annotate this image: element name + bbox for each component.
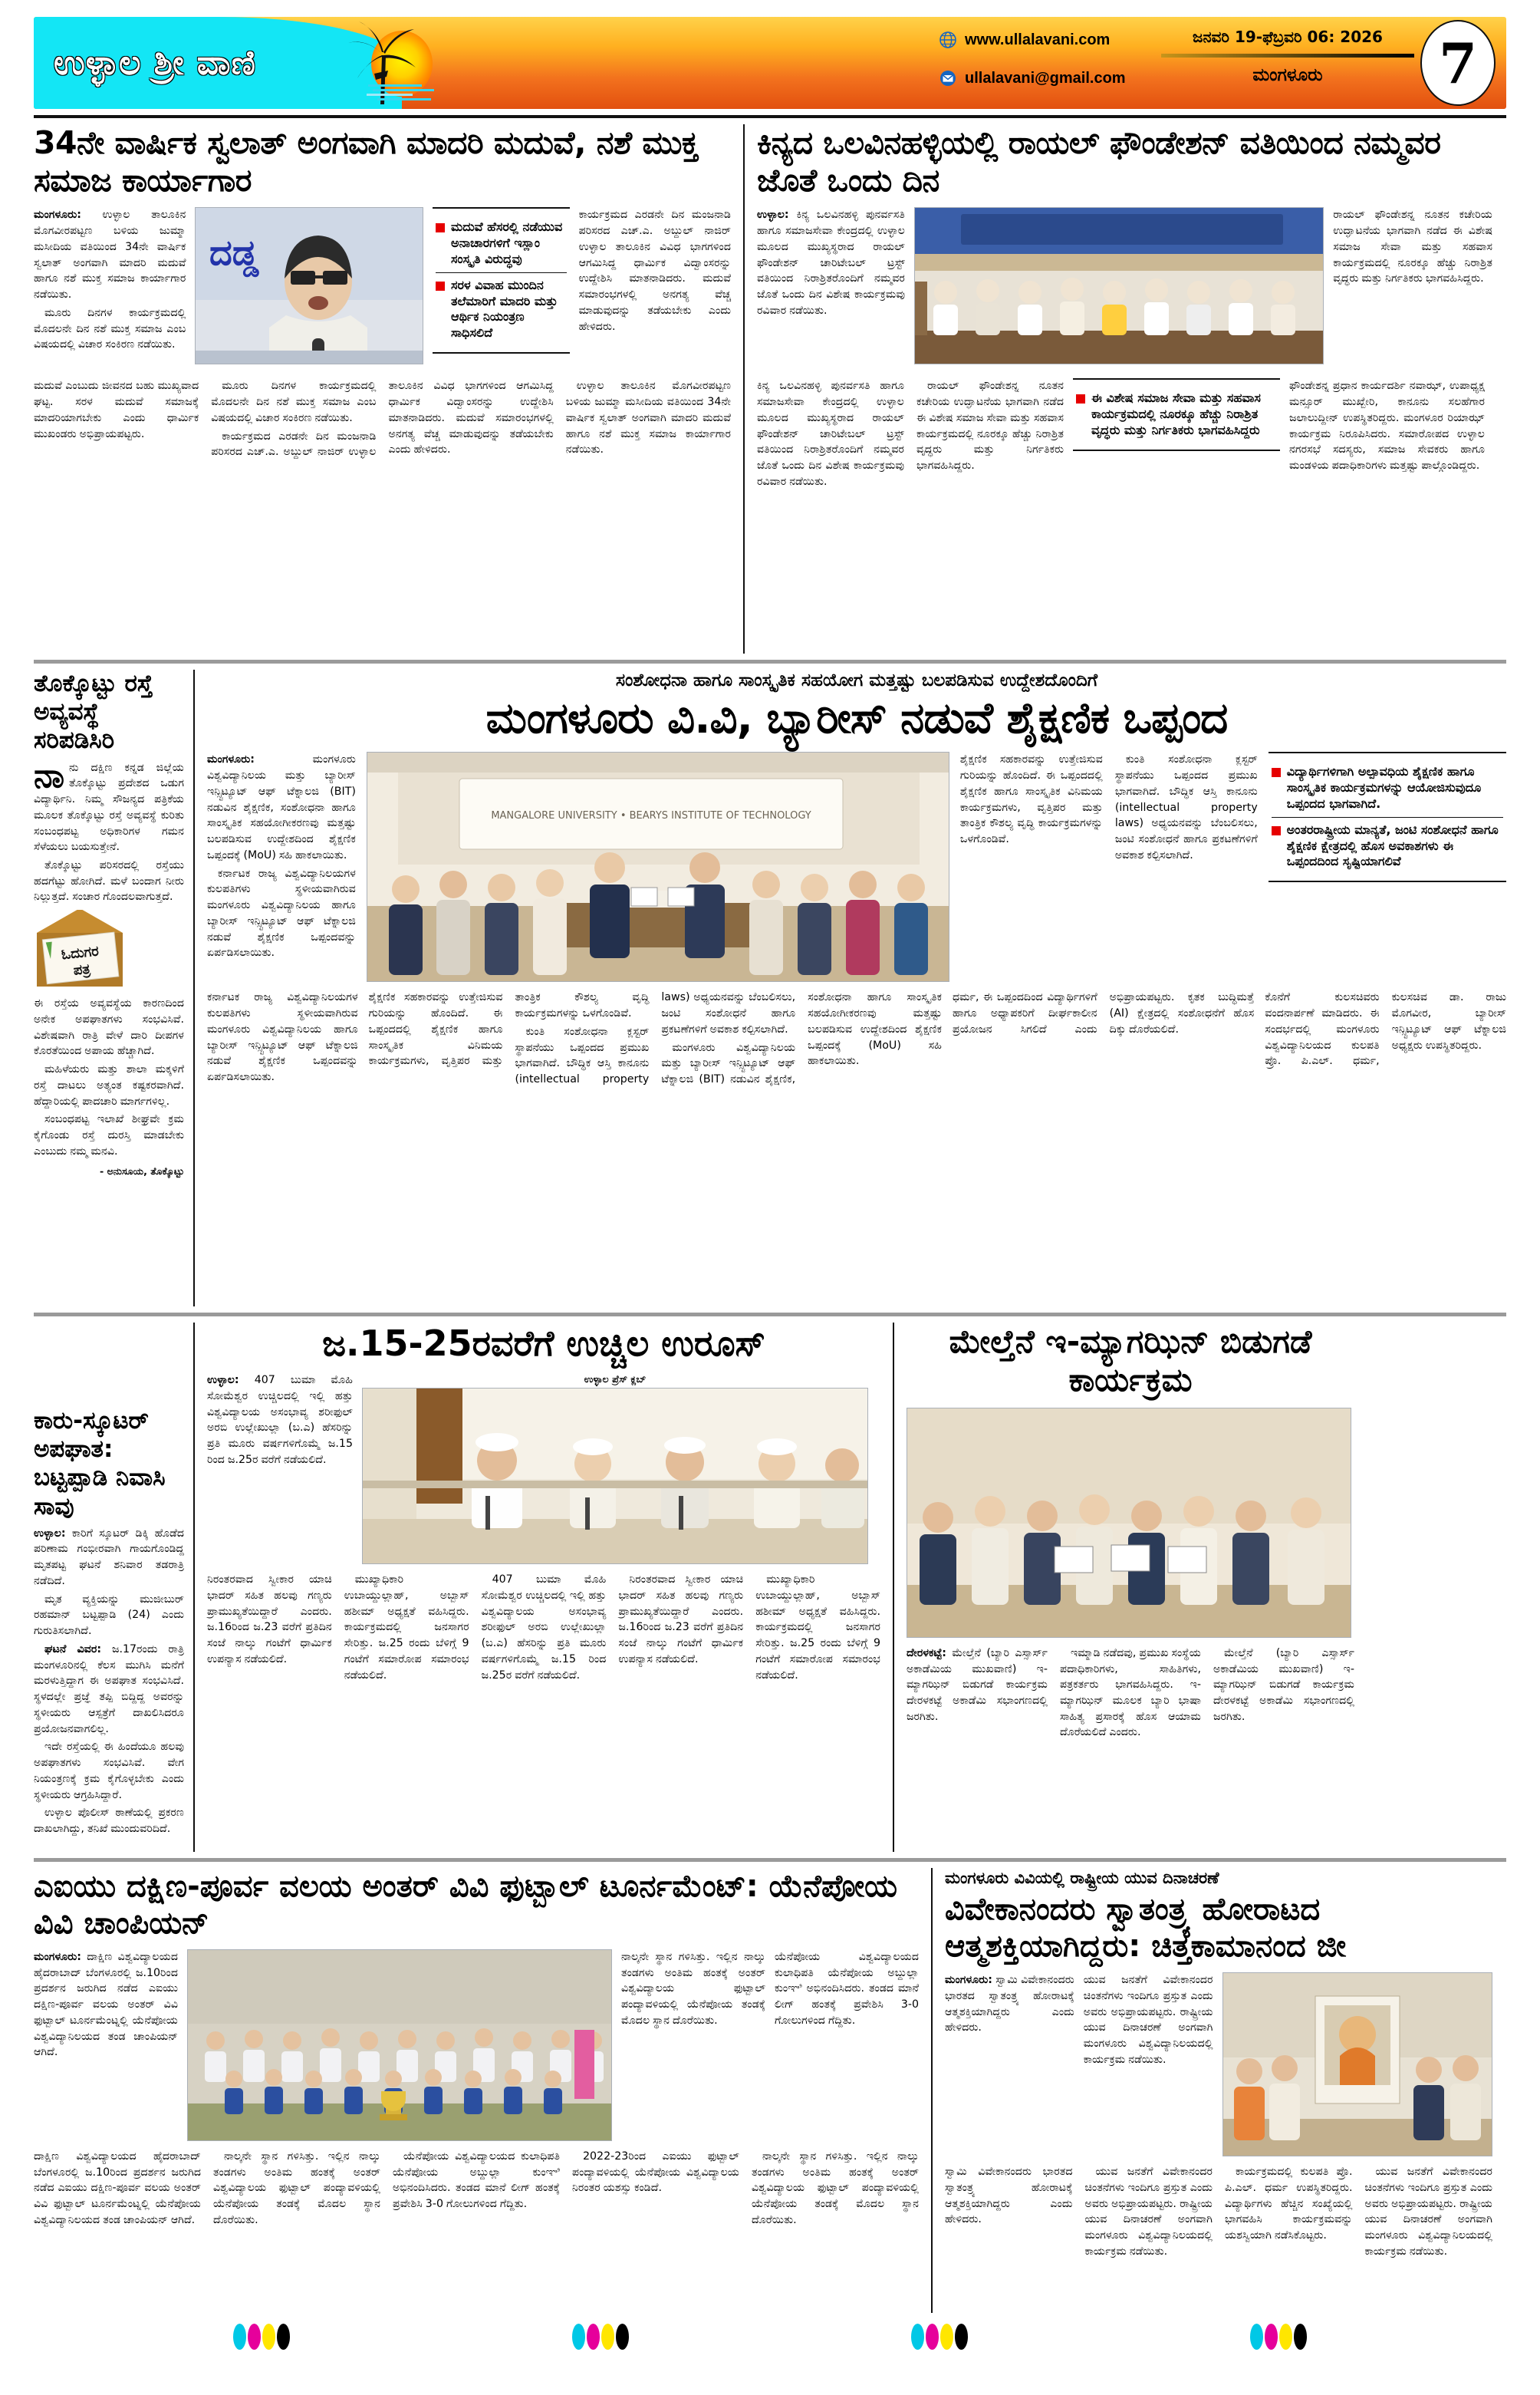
urus-photo [362, 1388, 868, 1564]
article-top-right-bulletbox [1073, 378, 1280, 551]
band-divider-1 [34, 660, 1506, 664]
letter-headline: ತೊಕ್ಕೊಟ್ಟು ರಸ್ತೆ ಅವ್ಯವಸ್ಥೆ ಸರಿಪಡಿಸಿರಿ [34, 670, 153, 755]
cyan-dot-icon [1250, 2324, 1263, 2350]
band-divider-2 [34, 1313, 1506, 1316]
svg-text:ಪತ್ರ: ಪತ್ರ [72, 960, 91, 980]
emag-col2-text: ಇಮ್ಮಾಡಿ ನಡೆದವು, ಪ್ರಮುಖ ಸಂಸ್ಥೆಯ ಪದಾಧಿಕಾರಿಗಳು, ಸಾಹಿತಿಗಳು, ಪತ್ರಕರ್ತರು ಭಾಗವಹಿಸಿದ್ದರು. ಇ-ಮ್ಯಾಗಝಿನ್ ಮೂಲಕ ಬ್ಯಾರಿ ಭಾಷಾ ಸಾಹಿತ್ಯ ಪ್ರಸಾರಕ್ಕೆ ಹೊಸ ಆಯಾಮ ದೊರೆಯಲಿದೆ ಎಂದರು. [1060, 1646, 1201, 1739]
viveka-kicker: ಮಂಗಳೂರು ವಿವಿಯಲ್ಲಿ ರಾಷ್ಟ್ರೀಯ ಯುವ ದಿನಾಚರಣೆ [945, 1869, 1219, 1887]
masthead-contact-info [939, 31, 1126, 107]
bullet-text: ವಿದ್ಯಾರ್ಥಿಗಳಿಗಾಗಿ ಅಲ್ಪಾವಧಿಯ ಶೈಕ್ಷಣಿಕ ಹಾಗೂ ಸಾಂಸ್ಕೃತಿಕ ಕಾರ್ಯಕ್ರಮಗಳನ್ನು ಆಯೋಜಿಸುವುದೂ ಒಪ್ಪಂದದ ಭಾಗವಾಗಿದೆ. [1286, 764, 1482, 812]
viveka-col2-text: ಯುವ ಜನತೆಗೆ ವಿವೇಕಾನಂದರ ಚಿಂತನೆಗಳು ಇಂದಿಗೂ ಪ್ರಸ್ತುತ ಎಂದು ಅವರು ಅಭಿಪ್ರಾಯಪಟ್ಟರು. ರಾಷ್ಟ್ರೀಯ ಯುವ ದಿನಾಚರಣೆ ಅಂಗವಾಗಿ ಮಂಗಳೂರು ವಿಶ್ವವಿದ್ಯಾನಿಲಯದಲ್ಲಿ ಕಾರ್ಯಕ್ರಮ ನಡೆಯಿತು. [1083, 1974, 1213, 2066]
urus-col3-text: ಮುಖ್ಯಾಧಿಕಾರಿ ಉಬಾಯ್ದುಲ್ಲಾಹ್, ಅಬ್ಬಾಸ್ ಹಶೀಮ್ ಅಧ್ಯಕ್ಷತೆ ವಹಿಸಿದ್ದರು. ಕಾರ್ಯಕ್ರಮದಲ್ಲಿ ಜನಸಾಗರ ಸೇರಿತ್ತು. ಜ.25 ರಂದು ಬೆಳಿಗ್ಗೆ 9 ಗಂಟೆಗೆ ಸಮಾರೋಪ ಸಮಾರಂಭ ನಡೆಯಲಿದೆ. [344, 1573, 469, 1682]
article-top-left-continued [34, 378, 731, 551]
letter-para4: ಮಹಿಳೆಯರು ಮತ್ತು ಶಾಲಾ ಮಕ್ಕಳಿಗೆ ರಸ್ತೆ ದಾಟಲು ಅತ್ಯಂತ ಕಷ್ಟಕರವಾಗಿದೆ. ಹೆದ್ದಾರಿಯಲ್ಲಿ ಪಾದಚಾರಿ ಮಾರ್ಗಗಳಿಲ್ಲ. [34, 1063, 184, 1108]
registration-mark [911, 2324, 968, 2350]
mail-icon [939, 69, 957, 87]
football-cont-3: ಯೆನೆಪೋಯ ವಿಶ್ವವಿದ್ಯಾಲಯದ ಕುಲಾಧಿಪತಿ ಯೆನೆಪೋಯ ಅಬ್ದುಲ್ಲಾ ಕುಂಞಿ ಅಭಿನಂದಿಸಿದರು. ತಂಡದ ಮಾನೆ ಲೀಗ್ ಹಂತಕ್ಕೆ ಪ್ರವೇಶಿಸಿ 3-0 ಗೋಲುಗಳಿಂದ ಗೆದ್ದಿತು. [393, 2150, 560, 2211]
red-square-bullet-icon [1076, 394, 1085, 404]
viveka-cont-2: ಯುವ ಜನತೆಗೆ ವಿವೇಕಾನಂದರ ಚಿಂತನೆಗಳು ಇಂದಿಗೂ ಪ್ರಸ್ತುತ ಎಂದು ಅವರು ಅಭಿಪ್ರಾಯಪಟ್ಟರು. ರಾಷ್ಟ್ರೀಯ ಯುವ ದಿನಾಚರಣೆ ಅಂಗವಾಗಿ ಮಂಗಳೂರು ವಿಶ್ವವಿದ್ಯಾನಿಲಯದಲ್ಲಿ ಕಾರ್ಯಕ್ರಮ ನಡೆಯಿತು. [1084, 2166, 1213, 2258]
football-col2 [621, 1949, 765, 2141]
emag-headline: ಮೇಲ್ತೆನೆ ಇ-ಮ್ಯಾಗಝಿನ್ ಬಿಡುಗಡೆ ಕಾರ್ಯಕ್ರಮ [949, 1323, 1312, 1399]
football-col2-text: ನಾಲ್ಕನೇ ಸ್ಥಾನ ಗಳಿಸಿತ್ತು. ಇಲ್ಲಿನ ನಾಲ್ಕು ತಂಡಗಳು ಅಂತಿಮ ಹಂತಕ್ಕೆ ಅಂತರ್ ವಿಶ್ವವಿದ್ಯಾಲಯ ಫುಟ್ಬಾಲ್ ಪಂದ್ಯಾವಳಿಯಲ್ಲಿ ಯೆನೆಪೋಯ ತಂಡಕ್ಕೆ ಮೊದಲ ಸ್ಥಾನ ದೊರೆಯಿತು. [621, 1951, 766, 2027]
letter-para2: ತೊಕ್ಕೊಟ್ಟು ಪರಿಸರದಲ್ಲಿ ರಸ್ತೆಯು ಹದಗೆಟ್ಟು ಹೋಗಿದೆ. ಮಳೆ ಬಂದಾಗ ನೀರು ನಿಲ್ಲುತ್ತದೆ. ಸಂಚಾರ ಗೊಂದಲವಾಗುತ್ತದೆ. [34, 858, 184, 904]
article-top-right-col-last [1289, 378, 1485, 551]
main-cont-4: ಮಂಗಳೂರು ವಿಶ್ವವಿದ್ಯಾನಿಲಯ ಮತ್ತು ಬ್ಯಾರೀಸ್ ಇನ್ಸ್ಟಿಟ್ಯೂಟ್ ಆಫ್ ಟೆಕ್ನಾಲಜಿ (BIT) ನಡುವಿನ ಶೈಕ್ಷಣಿಕ, ಸಂಶೋಧನಾ ಹಾಗೂ ಸಾಂಸ್ಕೃತಿಕ ಸಹಯೋಗೀಕರಣವು ಮತ್ತಷ್ಟು ಬಲಪಡಿಸುವ ಉದ್ದೇಶದಿಂದ ಶೈಕ್ಷಣಿಕ ಒಪ್ಪಂದಕ್ಕೆ (MoU) ಸಹಿ ಹಾಕಲಾಯಿತು. [661, 991, 942, 1086]
viveka-cont-1: ಸ್ವಾಮಿ ವಿವೇಕಾನಂದರು ಭಾರತದ ಸ್ವಾತಂತ್ರ್ಯ ಹೋರಾಟಕ್ಕೆ ಆತ್ಮಶಕ್ತಿಯಾಗಿದ್ದರು ಎಂದು ಹೇಳಿದರು. [945, 2166, 1073, 2226]
football-cont-5: ನಾಲ್ಕನೇ ಸ್ಥಾನ ಗಳಿಸಿತ್ತು. ಇಲ್ಲಿನ ನಾಲ್ಕು ತಂಡಗಳು ಅಂತಿಮ ಹಂತಕ್ಕೆ ಅಂತರ್ ವಿಶ್ವವಿದ್ಯಾಲಯ ಫುಟ್ಬಾಲ್ ಪಂದ್ಯಾವಳಿಯಲ್ಲಿ ಯೆನೆಪೋಯ ತಂಡಕ್ಕೆ ಮೊದಲ ಸ್ಥಾನ ದೊರೆಯಿತು. [752, 2150, 919, 2226]
svg-text:MANGALORE UNIVERSITY • BEARYS: MANGALORE UNIVERSITY • BEARYS INSTITUTE OF TECHNOLOGY [491, 810, 811, 822]
article-top-right [745, 124, 1492, 654]
article-top-right-continued [757, 378, 1064, 551]
black-dot-icon [277, 2324, 290, 2350]
article-car-accident [34, 1323, 193, 1852]
article-top-left-bullets [433, 207, 570, 372]
main-col3-text: ಶೈಕ್ಷಣಿಕ ಸಹಕಾರವನ್ನು ಉತ್ತೇಜಿಸುವ ಗುರಿಯನ್ನು ಹೊಂದಿದೆ. ಈ ಒಪ್ಪಂದದಲ್ಲಿ ಶೈಕ್ಷಣಿಕ ಹಾಗೂ ಸಾಂಸ್ಕೃತಿಕ ವಿನಿಮಯ ಕಾರ್ಯಕ್ರಮಗಳು, ವೃತ್ತಿಪರ ಮತ್ತು ತಾಂತ್ರಿಕ ಕೌಶಲ್ಯ ವೃದ್ಧಿ ಕಾರ್ಯಕ್ರಮಗಳನ್ನು ಒಳಗೊಂಡಿವೆ. [959, 753, 1103, 846]
article-top-right-para1: ಕಿನ್ಯ ಒಲವಿನಹಳ್ಳಿ ಪುನರ್ವಸತಿ ಹಾಗೂ ಸಮಾಜಸೇವಾ ಕೇಂದ್ರದಲ್ಲಿ ಉಳ್ಳಾಲ ಮೂಲದ ಮುಖ್ಯಸ್ಥರಾದ ರಾಯಲ್ ಫೌಂಡೇಶನ್ ಚಾರಿಟೇಬಲ್ ಟ್ರಸ್ಟ್ ವತಿಯಿಂದ ನಿರಾಶ್ರಿತರೊಂದಿಗೆ ನಮ್ಮವರ ಜೊತೆ ಒಂದು ದಿನ ವಿಶೇಷ ಕಾರ್ಯಕ್ರಮವು ರವಿವಾರ ನಡೆಯಿತು. [757, 209, 905, 317]
main-col-right-text [960, 752, 1258, 982]
bullet-item [1076, 386, 1277, 443]
article-top-right-col3 [1333, 207, 1492, 372]
masthead-divider [1161, 54, 1414, 58]
bullet-text: ಸರಳ ವಿವಾಹ ಮುಂದಿನ ತಲೆಮಾರಿಗೆ ಮಾದರಿ ಮತ್ತು ಆರ್ಥಿಕ ನಿಯಂತ್ರಣ ಸಾಧಿಸಲಿದೆ [451, 277, 558, 341]
viveka-photo [1222, 1972, 1492, 2156]
article-top-left-col3-dup: ಕಾರ್ಯಕ್ರಮದ ಎರಡನೇ ದಿನ ಮಂಜನಾಡಿ ಪರಿಸರದ ಎಚ್.ಎ. ಅಬ್ದುಲ್ ನಾಜಿರ್ ಉಳ್ಳಾಲ ತಾಲೂಕಿನ ವಿವಿಧ ಭಾಗಗಳಿಂದ ಆಗಮಿಸಿದ್ದ ಧಾರ್ಮಿಕ ವಿದ್ವಾಂಸರನ್ನು ಉದ್ದೇಶಿಸಿ ಮಾತನಾಡಿದರು. ಮದುವೆ ಸಮಾರಂಭಗಳಲ್ಲಿ ಅನಗತ್ಯ ವೆಚ್ಚ ಮಾಡುವುದನ್ನು ತಡೆಯಬೇಕು ಎಂದು ಹೇಳಿದರು. [211, 380, 554, 459]
bullet-text: ಅಂತರರಾಷ್ಟ್ರೀಯ ಮಾನ್ಯತೆ, ಜಂಟಿ ಸಂಶೋಧನೆ ಹಾಗೂ ಶೈಕ್ಷಣಿಕ ಕ್ಷೇತ್ರದಲ್ಲಿ ಹೊಸ ಅವಕಾಶಗಳು ಈ ಒಪ್ಪಂದದಿಂದ ಸೃಷ್ಟಿಯಾಗಲಿವೆ [1286, 822, 1499, 869]
football-cont-4: 2022-23ರಿಂದ ಎಐಯು ಫುಟ್ಬಾಲ್ ಪಂದ್ಯಾವಳಿಯಲ್ಲಿ ಯೆನೆಪೋಯ ವಿಶ್ವವಿದ್ಯಾಲಯ ನಿರಂತರ ಯಶಸ್ಸು ಕಂಡಿದೆ. [572, 2150, 739, 2195]
car-headline: ಕಾರು-ಸ್ಕೂಟರ್ ಅಪಘಾತ: ಬಟ್ಟಪ್ಪಾಡಿ ನಿವಾಸಿ ಸಾವು [34, 1407, 166, 1520]
dateline-football: ಮಂಗಳೂರು: [34, 1951, 81, 1963]
main-headline: ಮಂಗಳೂರು ವಿ.ವಿ, ಬ್ಯಾರೀಸ್ ನಡುವೆ ಶೈಕ್ಷಣಿಕ ಒಪ್ಪಂದ [485, 693, 1228, 743]
masthead [34, 17, 1506, 109]
article-top-left-col3 [579, 207, 731, 372]
trophy-icon [380, 2091, 407, 2120]
urus-col1-dup: 407 ಬುಮಾ ಮೊಹಿ ಸೋಮೆಶ್ವರ ಉಚ್ಚಿಲದಲ್ಲಿ ಇಲ್ಲಿ ಹತ್ತು ವಿಶ್ವವಿದ್ಯಾಲಯ ಅಸಂಭಾವ್ಯ ಶರೀಫುಲ್ ಅರಬಿ ಉಲ್ಲೇಖುಲ್ಲಾ (ಬ.ಎ) ಹೆಸರಿನ್ನು ಪ್ರತಿ ಮೂರು ವರ್ಷಗಳಿಗೊಮ್ಮೆ ಜ.15 ರಿಂದ ಜ.25ರ ವರೆಗೆ ನಡೆಯಲಿದೆ. [481, 1573, 607, 1682]
dateline-car: ಉಳ್ಳಾಲ: [34, 1527, 66, 1540]
car-para3-label: ಘಟನೆ ವಿವರ: [44, 1642, 102, 1655]
viveka-col1 [945, 1972, 1074, 2156]
article-top-left [34, 124, 743, 654]
letter-para1: ನಾನು ದಕ್ಷಿಣ ಕನ್ನಡ ಜಿಲ್ಲೆಯ ತೊಕ್ಕೊಟ್ಟು ಪ್ರದೇಶದ ಒಡುಗ ವಿದ್ಯಾರ್ಥಿನಿ. ನಿಮ್ಮ ಸೌಜನ್ಯದ ಪತ್ರಿಕೆಯ ಮೂಲಕ ತೊಕ್ಕೊಟ್ಟು ರಸ್ತೆ ಅವ್ಯವಸ್ಥೆ ಕುರಿತು ಸಂಬಂಧಪಟ್ಟ ಅಧಿಕಾರಿಗಳ ಗಮನ ಸೆಳೆಯಲು ಬಯಸುತ್ತೇನೆ. [34, 756, 184, 854]
urus-headline: ಜ.15-25ರವರೆಗೆ ಉಚ್ಚಿಲ ಉರೂಸ್ [322, 1323, 765, 1364]
photo-group-on-stage [915, 208, 1324, 364]
article-top-right-p1-cont: ಕಿನ್ಯ ಒಲವಿನಹಳ್ಳಿ ಪುನರ್ವಸತಿ ಹಾಗೂ ಸಮಾಜಸೇವಾ ಕೇಂದ್ರದಲ್ಲಿ ಉಳ್ಳಾಲ ಮೂಲದ ಮುಖ್ಯಸ್ಥರಾದ ರಾಯಲ್ ಫೌಂಡೇಶನ್ ಚಾರಿಟೇಬಲ್ ಟ್ರಸ್ಟ್ ವತಿಯಿಂದ ನಿರಾಶ್ರಿತರೊಂದಿಗೆ ನಮ್ಮವರ ಜೊತೆ ಒಂದು ದಿನ ವಿಶೇಷ ಕಾರ್ಯಕ್ರಮವು ರವಿವಾರ ನಡೆಯಿತು. [757, 380, 904, 488]
water-reflection-graphic [365, 83, 439, 103]
registration-mark [572, 2324, 629, 2350]
website-text: www.ullalavani.com [965, 31, 1111, 48]
football-col1 [34, 1949, 178, 2141]
emag-col1-text: ಮೇಲ್ತೆನೆ (ಬ್ಯಾರಿ ಎಸ್ಸಾರ್ಸ್ ಅಕಾಡೆಮಿಯ ಮುಖವಾಣಿ) ಇ-ಮ್ಯಾಗಝಿನ್ ಬಿಡುಗಡೆ ಕಾರ್ಯಕ್ರಮ ದೇರಳಕಟ್ಟೆ ಅಕಾಡೆಮಿ ಸಭಾಂಗಣದಲ್ಲಿ ಜರಗಿತು. [907, 1646, 1048, 1723]
football-cont-1: ದಾಕ್ಷಿಣ ವಿಶ್ವವಿದ್ಯಾಲಯದ ಹೈದರಾಬಾದ್ ಬೆಂಗಳೂರಲ್ಲಿ ಜ.10ರಿಂದ ಪ್ರದರ್ಶನ ಜರುಗಿದ ನಡೆದ ಎಐಯು ದಕ್ಷಿಣ-ಪೂರ್ವ ವಲಯ ಅಂತರ್ ವಿವಿ ಫುಟ್ಬಾಲ್ ಟೂರ್ನಮೆಂಟ್ನಲ್ಲಿ ಯೆನೆಪೋಯ ವಿಶ್ವವಿದ್ಯಾನಿಲಯದ ತಂಡ ಚಾಂಪಿಯನ್ ಆಗಿದೆ. [34, 2150, 201, 2226]
photo-football-team [188, 1950, 612, 2141]
registration-mark [233, 2324, 290, 2350]
football-col3 [775, 1949, 919, 2141]
masthead-bottom-rule [34, 115, 1506, 118]
article-top-left-para2: ಮೂರು ದಿನಗಳ ಕಾರ್ಯಕ್ರಮದಲ್ಲಿ ಮೊದಲನೇ ದಿನ ನಶೆ ಮುಕ್ತ ಸಮಾಜ ಎಂಬ ವಿಷಯದಲ್ಲಿ ವಿಚಾರ ಸಂಕಿರಣ ನಡೆಯಿತು. [34, 306, 186, 351]
emag-photo [907, 1408, 1351, 1638]
urus-col1 [207, 1372, 353, 1564]
car-body [34, 1526, 184, 1837]
viveka-cont-3: ಕಾರ್ಯಕ್ರಮದಲ್ಲಿ ಕುಲಪತಿ ಪ್ರೊ. ಪಿ.ಎಲ್. ಧರ್ಮ ಉಪಸ್ಥಿತರಿದ್ದರು. ವಿದ್ಯಾರ್ಥಿಗಳು ಹೆಚ್ಚಿನ ಸಂಖ್ಯೆಯಲ್ಲಿ ಭಾಗವಹಿಸಿ ಕಾರ್ಯಕ್ರಮವನ್ನು ಯಶಸ್ವಿಯಾಗಿ ನಡೆಸಿಕೊಟ್ಟರು. [1225, 2166, 1353, 2242]
main-bulletbox [1269, 752, 1506, 982]
photo-press-conference [363, 1389, 868, 1564]
black-dot-icon [1294, 2324, 1307, 2350]
main-photo [367, 752, 949, 982]
masthead-edition-block [1161, 28, 1414, 85]
article-top-left-col1 [34, 207, 186, 372]
svg-text:ದಡ್ಡ: ದಡ್ಡ [209, 232, 259, 274]
article-top-left-headline: 34ನೇ ವಾರ್ಷಿಕ ಸ್ವಲಾತ್ ಅಂಗವಾಗಿ ಮಾದರಿ ಮದುವೆ, ನಶೆ ಮುಕ್ತ ಸಮಾಜ ಕಾರ್ಯಾಗಾರ [34, 124, 699, 199]
main-cont-5: ಧರ್ಮ, ಈ ಒಪ್ಪಂದದಿಂದ ವಿದ್ಯಾರ್ಥಿಗಳಿಗೆ ಹಾಗೂ ಅಧ್ಯಾಪಕರಿಗೆ ದೀರ್ಘಕಾಲೀನ ಪ್ರಯೋಜನ ಸಿಗಲಿದೆ ಎಂದು ಅಭಿಪ್ರಾಯಪಟ್ಟರು. ಕೃತಕ ಬುದ್ಧಿಮತ್ತೆ (AI) ಕ್ಷೇತ್ರದಲ್ಲಿ ಸಂಶೋಧನೆಗೆ ಹೊಸ ದಿಕ್ಕು ದೊರೆಯಲಿದೆ. [953, 991, 1255, 1036]
article-reader-letter [34, 670, 193, 1306]
cyan-dot-icon [911, 2324, 924, 2350]
main-kicker: ಸಂಶೋಧನಾ ಹಾಗೂ ಸಾಂಸ್ಕೃತಿಕ ಸಹಯೋಗ ಮತ್ತಷ್ಟು ಬಲಪಡಿಸುವ ಉದ್ದೇಶದೊಂದಿಗೆ [615, 670, 1098, 690]
main-cont-3: ಕುಂತಿ ಸಂಶೋಧನಾ ಕ್ಲಸ್ಟರ್ ಸ್ಥಾಪನೆಯು ಒಪ್ಪಂದದ ಪ್ರಮುಖ ಭಾಗವಾಗಿದೆ. ಬೌದ್ಧಿಕ ಆಸ್ತಿ ಕಾನೂನು (intellectual property laws) ಅಧ್ಯಯನವನ್ನು ಬೆಂಬಲಿಸಲು, ಜಂಟಿ ಸಂಶೋಧನೆ ಹಾಗೂ ಪ್ರಕಟಣೆಗಳಿಗೆ ಅವಕಾಶ ಕಲ್ಪಿಸಲಾಗಿದೆ. [515, 991, 796, 1086]
email-text: ullalavani@gmail.com [965, 70, 1126, 87]
photo-emagazine-launch [907, 1408, 1351, 1638]
football-continued [34, 2149, 919, 2348]
article-top-right-p2-cont: ರಾಯಲ್ ಫೌಂಡೇಶನ್ನ ನೂತನ ಕಚೇರಿಯ ಉದ್ಘಾಟನೆಯ ಭಾಗವಾಗಿ ನಡೆದ ಈ ವಿಶೇಷ ಸಮಾಜ ಸೇವಾ ಮತ್ತು ಸಹವಾಸ ಕಾರ್ಯಕ್ರಮದಲ್ಲಿ ನೂರಕ್ಕೂ ಹೆಚ್ಚು ನಿರಾಶ್ರಿತ ವೃದ್ಧರು ಮತ್ತು ನಿರ್ಗತಿಕರು ಭಾಗವಹಿಸಿದ್ದರು. [916, 380, 1064, 473]
dateline-emag: ದೇರಳಕಟ್ಟೆ: [907, 1646, 946, 1659]
urus-col2-text: ನಿರಂತರವಾದ ಸ್ವೀಕಾರ ಯಾಚಿ ಭಾದರ್ ಸಹಿತ ಹಲವು ಗಣ್ಯರು ಪ್ರಾಮುಖ್ಯತೆಯಿದ್ದಾರೆ ಎಂದರು. ಜ.16ರಿಂದ ಜ.23 ವರೆಗೆ ಪ್ರತಿದಿನ ಸಂಜೆ ನಾಲ್ಕು ಗಂಟೆಗೆ ಧಾರ್ಮಿಕ ಉಪನ್ಯಾಸ ನಡೆಯಲಿದೆ. [207, 1573, 332, 1665]
article-top-right-para2: ರಾಯಲ್ ಫೌಂಡೇಶನ್ನ ನೂತನ ಕಚೇರಿಯ ಉದ್ಘಾಟನೆಯ ಭಾಗವಾಗಿ ನಡೆದ ಈ ವಿಶೇಷ ಸಮಾಜ ಸೇವಾ ಮತ್ತು ಸಹವಾಸ ಕಾರ್ಯಕ್ರಮದಲ್ಲಿ ನೂರಕ್ಕೂ ಹೆಚ್ಚು ನಿರಾಶ್ರಿತ ವೃದ್ಧರು ಮತ್ತು ನಿರ್ಗತಿಕರು ಭಾಗವಹಿಸಿದ್ದರು. [1333, 209, 1492, 285]
football-cont-2: ನಾಲ್ಕನೇ ಸ್ಥಾನ ಗಳಿಸಿತ್ತು. ಇಲ್ಲಿನ ನಾಲ್ಕು ತಂಡಗಳು ಅಂತಿಮ ಹಂತಕ್ಕೆ ಅಂತರ್ ವಿಶ್ವವಿದ್ಯಾಲಯ ಫುಟ್ಬಾಲ್ ಪಂದ್ಯಾವಳಿಯಲ್ಲಿ ಯೆನೆಪೋಯ ತಂಡಕ್ಕೆ ಮೊದಲ ಸ್ಥಾನ ದೊರೆಯಿತು. [213, 2150, 380, 2226]
globe-icon [939, 31, 957, 49]
website-row[interactable] [939, 31, 1126, 49]
red-square-bullet-icon [436, 282, 445, 291]
bullet-text: ಮದುವೆ ಹೆಸರಲ್ಲಿ ನಡೆಯುವ ಅನಾಚಾರಗಳಿಗೆ ಇಸ್ಲಾಂ ಸಂಸ್ಕೃತಿ ವಿರುದ್ಧವು [451, 219, 563, 266]
football-headline: ಎಐಯು ದಕ್ಷಿಣ-ಪೂರ್ವ ವಲಯ ಅಂತರ್ ವಿವಿ ಫುಟ್ಬಾಲ್ ಟೂರ್ನಮೆಂಟ್: ಯೆನೆಪೋಯ ವಿವಿ ಚಾಂಪಿಯನ್ [34, 1869, 897, 1941]
car-para1: ಕಾರಿಗೆ ಸ್ಕೂಟರ್ ಡಿಕ್ಕಿ ಹೊಡೆದ ಪರಿಣಾಮ ಗಂಭೀರವಾಗಿ ಗಾಯಗೊಂಡಿದ್ದ ಮೃತಪಟ್ಟ ಘಟನೆ ಶನಿವಾರ ತಡರಾತ್ರಿ ನಡೆದಿದೆ. [34, 1527, 184, 1587]
article-vivekananda [933, 1868, 1492, 2313]
photo-speaker-at-podium [196, 208, 423, 364]
email-row[interactable] [939, 69, 1126, 87]
bullet-item [436, 215, 567, 272]
article-top-right-headline: ಕಿನ್ಯದ ಒಲವಿನಹಳ್ಳಿಯಲ್ಲಿ ರಾಯಲ್ ಫೌಂಡೇಶನ್ ವತಿಯಿಂದ ನಮ್ಮವರ ಜೊತೆ ಒಂದು ದಿನ [757, 124, 1441, 199]
main-cont-far-right [1265, 990, 1506, 1087]
article-top-left-para2-dup: ಮೂರು ದಿನಗಳ ಕಾರ್ಯಕ್ರಮದಲ್ಲಿ ಮೊದಲನೇ ದಿನ ನಶೆ ಮುಕ್ತ ಸಮಾಜ ಎಂಬ ವಿಷಯದಲ್ಲಿ ವಿಚಾರ ಸಂಕಿರಣ ನಡೆಯಿತು. [211, 380, 377, 424]
page-number-badge: 7 [1420, 20, 1496, 106]
top-band [0, 124, 1540, 654]
letter-para3: ಈ ರಸ್ತೆಯ ಅವ್ಯವಸ್ಥೆಯ ಕಾರಣದಿಂದ ಅನೇಕ ಅಪಘಾತಗಳು ಸಂಭವಿಸಿವೆ. ವಿಶೇಷವಾಗಿ ರಾತ್ರಿ ವೇಳೆ ದಾರಿ ದೀಪಗಳ ಕೊರತೆಯಿಂದ ಅಪಾಯ ಹೆಚ್ಚಾಗಿದೆ. [34, 997, 184, 1058]
dateline-urus: ಉಳ್ಳಾಲ: [207, 1374, 239, 1387]
main-cont-2: ಶೈಕ್ಷಣಿಕ ಸಹಕಾರವನ್ನು ಉತ್ತೇಜಿಸುವ ಗುರಿಯನ್ನು ಹೊಂದಿದೆ. ಈ ಒಪ್ಪಂದದಲ್ಲಿ ಶೈಕ್ಷಣಿಕ ಹಾಗೂ ಸಾಂಸ್ಕೃತಿಕ ವಿನಿಮಯ ಕಾರ್ಯಕ್ರಮಗಳು, ವೃತ್ತಿಪರ ಮತ್ತು ತಾಂತ್ರಿಕ ಕೌಶಲ್ಯ ವೃದ್ಧಿ ಕಾರ್ಯಕ್ರಮಗಳನ್ನು ಒಳಗೊಂಡಿವೆ. [368, 991, 650, 1068]
car-para3: ಜ.17ರಂದು ರಾತ್ರಿ ಮಂಗಳೂರಿನಲ್ಲಿ ಕೆಲಸ ಮುಗಿಸಿ ಮನೆಗೆ ಮರಳುತ್ತಿದ್ದಾಗ ಈ ಅಪಘಾತ ಸಂಭವಿಸಿದೆ. ಸ್ಥಳದಲ್ಲೇ ಪ್ರಜ್ಞೆ ತಪ್ಪಿ ಬಿದ್ದಿದ್ದ ಅವರನ್ನು ಸ್ಥಳೀಯರು ಆಸ್ಪತ್ರೆಗೆ ದಾಖಲಿಸಿದರೂ ಪ್ರಯೋಜನವಾಗಲಿಲ್ಲ. [34, 1642, 184, 1735]
middle-band [0, 670, 1540, 1306]
yellow-dot-icon [601, 2324, 614, 2350]
main-cont-mid [369, 990, 942, 1087]
car-para5: ಉಳ್ಳಾಲ ಪೊಲೀಸ್ ಠಾಣೆಯಲ್ಲಿ ಪ್ರಕರಣ ದಾಖಲಾಗಿದ್ದು, ತನಿಖೆ ಮುಂದುವರಿದಿದೆ. [34, 1807, 184, 1835]
yellow-dot-icon [940, 2324, 953, 2350]
article-top-left-para1-dup: ಉಳ್ಳಾಲ ತಾಲೂಕಿನ ಮೊಗವೀರಪಟ್ಟಣ ಬಳಿಯ ಜುಮ್ಮಾ ಮಸೀದಿಯ ವತಿಯಿಂದ 34ನೇ ವಾರ್ಷಿಕ ಸ್ವಲಾತ್ ಅಂಗವಾಗಿ ಮಾದರಿ ಮದುವೆ ಹಾಗೂ ನಶೆ ಮುಕ್ತ ಸಮಾಜ ಕಾರ್ಯಾಗಾರ ನಡೆಯಿತು. [565, 380, 731, 456]
letter-body-top [34, 756, 184, 906]
magenta-dot-icon [248, 2324, 261, 2350]
bullet-text: ಈ ವಿಶೇಷ ಸಮಾಜ ಸೇವಾ ಮತ್ತು ಸಹವಾಸ ಕಾರ್ಯಕ್ರಮದಲ್ಲಿ ನೂರಕ್ಕೂ ಹೆಚ್ಚು ನಿರಾಶ್ರಿತ ವೃದ್ಧರು ಮತ್ತು ನಿರ್ಗತಿಕರು ಭಾಗವಹಿಸಿದ್ದರು [1091, 390, 1261, 437]
svg-text:ಓದುಗರ: ಓದುಗರ [61, 943, 100, 964]
main-cont-col1 [207, 990, 358, 1087]
viveka-col2 [1084, 1972, 1213, 2156]
red-square-bullet-icon [436, 223, 445, 232]
photo-mou-signing-ceremony [367, 753, 949, 982]
main-col1-text: ಮಂಗಳೂರು ವಿಶ್ವವಿದ್ಯಾನಿಲಯ ಮತ್ತು ಬ್ಯಾರೀಸ್ ಇನ್ಸ್ಟಿಟ್ಯೂಟ್ ಆಫ್ ಟೆಕ್ನಾಲಜಿ (BIT) ನಡುವಿನ ಶೈಕ್ಷಣಿಕ, ಸಂಶೋಧನಾ ಹಾಗೂ ಸಾಂಸ್ಕೃತಿಕ ಸಹಯೋಗೀಕರಣವು ಮತ್ತಷ್ಟು ಬಲಪಡಿಸುವ ಉದ್ದೇಶದಿಂದ ಶೈಕ್ಷಣಿಕ ಒಪ್ಪಂದಕ್ಕೆ (MoU) ಸಹಿ ಹಾಕಲಾಯಿತು. [207, 753, 356, 861]
letter-para5: ಸಂಬಂಧಪಟ್ಟ ಇಲಾಖೆ ಶೀಘ್ರವೇ ಕ್ರಮ ಕೈಗೊಂಡು ರಸ್ತೆ ದುರಸ್ತಿ ಮಾಡಬೇಕು ಎಂಬುದು ನಮ್ಮ ಮನವಿ. [34, 1113, 184, 1158]
main-col1 [207, 752, 356, 982]
football-photo [187, 1949, 612, 2141]
article-top-left-col3-text: ಕಾರ್ಯಕ್ರಮದ ಎರಡನೇ ದಿನ ಮಂಜನಾಡಿ ಪರಿಸರದ ಎಚ್.ಎ. ಅಬ್ದುಲ್ ನಾಜಿರ್ ಉಳ್ಳಾಲ ತಾಲೂಕಿನ ವಿವಿಧ ಭಾಗಗಳಿಂದ ಆಗಮಿಸಿದ್ದ ಧಾರ್ಮಿಕ ವಿದ್ವಾಂಸರನ್ನು ಉದ್ದೇಶಿಸಿ ಮಾತನಾಡಿದರು. ಮದುವೆ ಸಮಾರಂಭಗಳಲ್ಲಿ ಅನಗತ್ಯ ವೆಚ್ಚ ಮಾಡುವುದನ್ನು ತಡೆಯಬೇಕು ಎಂದು ಹೇಳಿದರು. [578, 209, 731, 333]
viveka-cont-4: ಯುವ ಜನತೆಗೆ ವಿವೇಕಾನಂದರ ಚಿಂತನೆಗಳು ಇಂದಿಗೂ ಪ್ರಸ್ತುತ ಎಂದು ಅವರು ಅಭಿಪ್ರಾಯಪಟ್ಟರು. ರಾಷ್ಟ್ರೀಯ ಯುವ ದಿನಾಚರಣೆ ಅಂಗವಾಗಿ ಮಂಗಳೂರು ವಿಶ್ವವಿದ್ಯಾನಿಲಯದಲ್ಲಿ ಕಾರ್ಯಕ್ರಮ ನಡೆಯಿತು. [1364, 2166, 1492, 2258]
masthead-logo[interactable]: ಉಳ್ಳಾಲ ಶ್ರೀ ವಾಣಿ [54, 43, 256, 83]
magenta-dot-icon [587, 2324, 600, 2350]
article-top-left-photo [195, 207, 423, 364]
article-top-right-col3-text: ಫೌಂಡೇಶನ್ನ ಪ್ರಧಾನ ಕಾರ್ಯದರ್ಶಿ ನವಾಝ್, ಉಪಾಧ್ಯಕ್ಷ ಮನ್ಸೂರ್ ಮುಖ್ಬೇರಿ, ಕಾನೂನು ಸಲಹೆಗಾರ ಜಲಾಲುದ್ದೀನ್ ಉಪಸ್ಥಿತರಿದ್ದರು. ಮಂಗಳೂರ ರಿಯಾಝ್ ಕಾರ್ಯಕ್ರಮ ನಿರೂಪಿಸಿದರು. ಸಮಾರೋಪದ ಉಳ್ಳಾಲ ನಗರಸಭೆ ಸದಸ್ಯರು, ಸಮಾಜ ಸೇವಕರು ಹಾಗೂ ಮಂಡಳಿಯ ಪದಾಧಿಕಾರಿಗಳು ಮತ್ತಷ್ಟು ಪಾಲ್ಗೊಂಡಿದ್ದರು. [1289, 380, 1485, 473]
article-urus [195, 1323, 893, 1852]
letter-body-bottom [34, 996, 184, 1159]
cyan-dot-icon [572, 2324, 585, 2350]
red-square-bullet-icon [1272, 826, 1281, 835]
article-emagazine [894, 1323, 1354, 1852]
magenta-dot-icon [1265, 2324, 1278, 2350]
bullet-item [1272, 759, 1503, 816]
viveka-continued [945, 2164, 1492, 2356]
urus-continued [207, 1572, 880, 1840]
yellow-dot-icon [1279, 2324, 1292, 2350]
black-dot-icon [955, 2324, 968, 2350]
main-cont-6: ಕೊನೆಗೆ ಕುಲಸಚಿವರು ವಂದನಾರ್ಪಣೆ ಮಾಡಿದರು. ಈ ಸಂದರ್ಭದಲ್ಲಿ ಮಂಗಳೂರು ವಿಶ್ವವಿದ್ಯಾನಿಲಯದ ಕುಲಪತಿ ಪ್ರೊ. ಪಿ.ಎಲ್. ಧರ್ಮ, ಕುಲಸಚಿವ ಡಾ. ರಾಜು ಮೊಗವೀರ, ಬ್ಯಾರೀಸ್ ಇನ್ಸ್ಟಿಟ್ಯೂಟ್ ಆಫ್ ಟೆಕ್ನಾಲಜಿ ಅಧ್ಯಕ್ಷರು ಉಪಸ್ಥಿತರಿದ್ದರು. [1265, 991, 1506, 1068]
edition-date: ಜನವರಿ 19-ಫೆಬ್ರವರಿ 06: 2026 [1193, 28, 1383, 46]
football-col3-text: ಯೆನೆಪೋಯ ವಿಶ್ವವಿದ್ಯಾಲಯದ ಕುಲಾಧಿಪತಿ ಯೆನೆಪೋಯ ಅಬ್ದುಲ್ಲಾ ಕುಂಞಿ ಅಭಿನಂದಿಸಿದರು. ತಂಡದ ಮಾನೆ ಲೀಗ್ ಹಂತಕ್ಕೆ ಪ್ರವೇಶಿಸಿ 3-0 ಗೋಲುಗಳಿಂದ ಗೆದ್ದಿತು. [775, 1951, 920, 2027]
registration-mark [1250, 2324, 1307, 2350]
bullet-item [436, 272, 567, 346]
viveka-headline: ವಿವೇಕಾನಂದರು ಸ್ವಾತಂತ್ರ್ಯ ಹೋರಾಟದ ಆತ್ಮಶಕ್ತಿಯಾಗಿದ್ದರು: ಚಿತ್ತಕಾಮಾನಂದ ಜೀ [945, 1892, 1347, 1965]
main-photo-wrap [367, 752, 949, 982]
edition-place: ಮಂಗಳೂರು [1252, 65, 1323, 85]
envelope-icon [34, 910, 126, 991]
main-cont-right [953, 990, 1254, 1087]
bottom-band [0, 1868, 1540, 2313]
yellow-dot-icon [262, 2324, 275, 2350]
urus-photo-caption-banner: ಉಳ್ಳಾಲ ಪ್ರೆಸ್ ಕ್ಲಬ್ [584, 1373, 647, 1385]
readers-letter-badge [34, 910, 126, 991]
red-square-bullet-icon [1272, 768, 1281, 777]
car-para4: ಇದೇ ರಸ್ತೆಯಲ್ಲಿ ಈ ಹಿಂದೆಯೂ ಹಲವು ಅಪಘಾತಗಳು ಸಂಭವಿಸಿವೆ. ವೇಗ ನಿಯಂತ್ರಣಕ್ಕೆ ಕ್ರಮ ಕೈಗೊಳ್ಳಬೇಕು ಎಂದು ಸ್ಥಳೀಯರು ಆಗ್ರಹಿಸಿದ್ದಾರೆ. [34, 1741, 184, 1801]
article-top-left-para3: ಮದುವೆ ಎಂಬುದು ಜೀವನದ ಬಹು ಮುಖ್ಯವಾದ ಘಟ್ಟ. ಸರಳ ಮದುವೆ ಸಮಾಜಕ್ಕೆ ಮಾದರಿಯಾಗಬೇಕು ಎಂದು ಧಾರ್ಮಿಕ ಮುಖಂಡರು ಅಭಿಪ್ರಾಯಪಟ್ಟರು. [34, 380, 199, 440]
photo-youth-day-event [1223, 1973, 1492, 2156]
third-band [0, 1323, 1540, 1852]
emag-col1-dup: ಮೇಲ್ತೆನೆ (ಬ್ಯಾರಿ ಎಸ್ಸಾರ್ಸ್ ಅಕಾಡೆಮಿಯ ಮುಖವಾಣಿ) ಇ-ಮ್ಯಾಗಝಿನ್ ಬಿಡುಗಡೆ ಕಾರ್ಯಕ್ರಮ ದೇರಳಕಟ್ಟೆ ಅಕಾಡೆಮಿ ಸಭಾಂಗಣದಲ್ಲಿ ಜರಗಿತು. [1213, 1646, 1354, 1723]
urus-col3-dup: ಮುಖ್ಯಾಧಿಕಾರಿ ಉಬಾಯ್ದುಲ್ಲಾಹ್, ಅಬ್ಬಾಸ್ ಹಶೀಮ್ ಅಧ್ಯಕ್ಷತೆ ವಹಿಸಿದ್ದರು. ಕಾರ್ಯಕ್ರಮದಲ್ಲಿ ಜನಸಾಗರ ಸೇರಿತ್ತು. ಜ.25 ರಂದು ಬೆಳಿಗ್ಗೆ 9 ಗಂಟೆಗೆ ಸಮಾರೋಪ ಸಮಾರಂಭ ನಡೆಯಲಿದೆ. [755, 1573, 880, 1682]
article-main-mou [195, 670, 1506, 1306]
emag-body [907, 1646, 1354, 1891]
article-top-left-para1: ಉಳ್ಳಾಲ ತಾಲೂಕಿನ ಮೊಗವೀರಪಟ್ಟಣ ಬಳಿಯ ಜುಮ್ಮಾ ಮಸೀದಿಯ ವತಿಯಿಂದ 34ನೇ ವಾರ್ಷಿಕ ಸ್ವಲಾತ್ ಅಂಗವಾಗಿ ಮಾದರಿ ಮದುವೆ ಹಾಗೂ ನಶೆ ಮುಕ್ತ ಸಮಾಜ ಕಾರ್ಯಾಗಾರ ನಡೆಯಿತು. [34, 209, 186, 301]
letter-signoff: - ಅನುಸೂಯ, ತೊಕ್ಕೊಟ್ಟು [99, 1165, 184, 1177]
main-col2-text: ಕರ್ನಾಟಕ ರಾಜ್ಯ ವಿಶ್ವವಿದ್ಯಾನಿಲಯಗಳ ಕುಲಪತಿಗಳು ಸ್ಥಳೀಯವಾಗಿರುವ ಮಂಗಳೂರು ವಿಶ್ವವಿದ್ಯಾನಿಲಯ ಹಾಗೂ ಬ್ಯಾರೀಸ್ ಇನ್ಸ್ಟಿಟ್ಯೂಟ್ ಆಫ್ ಟೆಕ್ನಾಲಜಿ ನಡುವೆ ಶೈಕ್ಷಣಿಕ ಒಪ್ಪಂದವನ್ನು ಏರ್ಪಡಿಸಲಾಯಿತು. [207, 867, 356, 960]
black-dot-icon [616, 2324, 629, 2350]
cyan-dot-icon [233, 2324, 246, 2350]
article-top-right-col1 [757, 207, 905, 372]
newspaper-page [0, 17, 1540, 2395]
article-top-right-photo [914, 207, 1324, 364]
article-football [34, 1868, 931, 2313]
viveka-col1-text: ಸ್ವಾಮಿ ವಿವೇಕಾನಂದರು ಭಾರತದ ಸ್ವಾತಂತ್ರ್ಯ ಹೋರಾಟಕ್ಕೆ ಆತ್ಮಶಕ್ತಿಯಾಗಿದ್ದರು ಎಂದು ಹೇಳಿದರು. [945, 1974, 1074, 2034]
bullet-item [1272, 817, 1503, 875]
urus-col1-text: 407 ಬುಮಾ ಮೊಹಿ ಸೋಮೆಶ್ವರ ಉಚ್ಚಿಲದಲ್ಲಿ ಇಲ್ಲಿ ಹತ್ತು ವಿಶ್ವವಿದ್ಯಾಲಯ ಅಸಂಭಾವ್ಯ ಶರೀಫುಲ್ ಅರಬಿ ಉಲ್ಲೇಖುಲ್ಲಾ (ಬ.ಎ) ಹೆಸರಿನ್ನು ಪ್ರತಿ ಮೂರು ವರ್ಷಗಳಿಗೊಮ್ಮೆ ಜ.15 ರಿಂದ ಜ.25ರ ವರೆಗೆ ನಡೆಯಲಿದೆ. [207, 1374, 353, 1466]
dateline-tl: ಮಂಗಳೂರು: [34, 209, 81, 222]
dateline-tr: ಉಳ್ಳಾಲ: [757, 209, 789, 222]
dateline-main: ಮಂಗಳೂರು: [207, 753, 255, 766]
car-para2: ಮೃತ ವ್ಯಕ್ತಿಯನ್ನು ಮುಜೀಬುರ್ ರಹಮಾನ್ ಬಟ್ಟಪ್ಪಾಡಿ (24) ಎಂದು ಗುರುತಿಸಲಾಗಿದೆ. [34, 1593, 184, 1638]
urus-photo-wrap [362, 1372, 868, 1564]
urus-col2-dup: ನಿರಂತರವಾದ ಸ್ವೀಕಾರ ಯಾಚಿ ಭಾದರ್ ಸಹಿತ ಹಲವು ಗಣ್ಯರು ಪ್ರಾಮುಖ್ಯತೆಯಿದ್ದಾರೆ ಎಂದರು. ಜ.16ರಿಂದ ಜ.23 ವರೆಗೆ ಪ್ರತಿದಿನ ಸಂಜೆ ನಾಲ್ಕು ಗಂಟೆಗೆ ಧಾರ್ಮಿಕ ಉಪನ್ಯಾಸ ನಡೆಯಲಿದೆ. [618, 1573, 744, 1665]
main-col4-text: ಕುಂತಿ ಸಂಶೋಧನಾ ಕ್ಲಸ್ಟರ್ ಸ್ಥಾಪನೆಯು ಒಪ್ಪಂದದ ಪ್ರಮುಖ ಭಾಗವಾಗಿದೆ. ಬೌದ್ಧಿಕ ಆಸ್ತಿ ಕಾನೂನು (intellectual property laws) ಅಧ್ಯಯನವನ್ನು ಬೆಂಬಲಿಸಲು, ಜಂಟಿ ಸಂಶೋಧನೆ ಹಾಗೂ ಪ್ರಕಟಣೆಗಳಿಗೆ ಅವಕಾಶ ಕಲ್ಪಿಸಲಾಗಿದೆ. [1114, 753, 1258, 861]
dateline-viveka: ಮಂಗಳೂರು: [945, 1974, 992, 1987]
magenta-dot-icon [926, 2324, 939, 2350]
main-cont-1: ಕರ್ನಾಟಕ ರಾಜ್ಯ ವಿಶ್ವವಿದ್ಯಾನಿಲಯಗಳ ಕುಲಪತಿಗಳು ಸ್ಥಳೀಯವಾಗಿರುವ ಮಂಗಳೂರು ವಿಶ್ವವಿದ್ಯಾನಿಲಯ ಹಾಗೂ ಬ್ಯಾರೀಸ್ ಇನ್ಸ್ಟಿಟ್ಯೂಟ್ ಆಫ್ ಟೆಕ್ನಾಲಜಿ ನಡುವೆ ಶೈಕ್ಷಣಿಕ ಒಪ್ಪಂದವನ್ನು ಏರ್ಪಡಿಸಲಾಯಿತು. [207, 991, 358, 1084]
football-col1-text: ದಾಕ್ಷಿಣ ವಿಶ್ವವಿದ್ಯಾಲಯದ ಹೈದರಾಬಾದ್ ಬೆಂಗಳೂರಲ್ಲಿ ಜ.10ರಿಂದ ಪ್ರದರ್ಶನ ಜರುಗಿದ ನಡೆದ ಎಐಯು ದಕ್ಷಿಣ-ಪೂರ್ವ ವಲಯ ಅಂತರ್ ವಿವಿ ಫುಟ್ಬಾಲ್ ಟೂರ್ನಮೆಂಟ್ನಲ್ಲಿ ಯೆನೆಪೋಯ ವಿಶ್ವವಿದ್ಯಾನಿಲಯದ ತಂಡ ಚಾಂಪಿಯನ್ ಆಗಿದೆ. [34, 1951, 178, 2059]
